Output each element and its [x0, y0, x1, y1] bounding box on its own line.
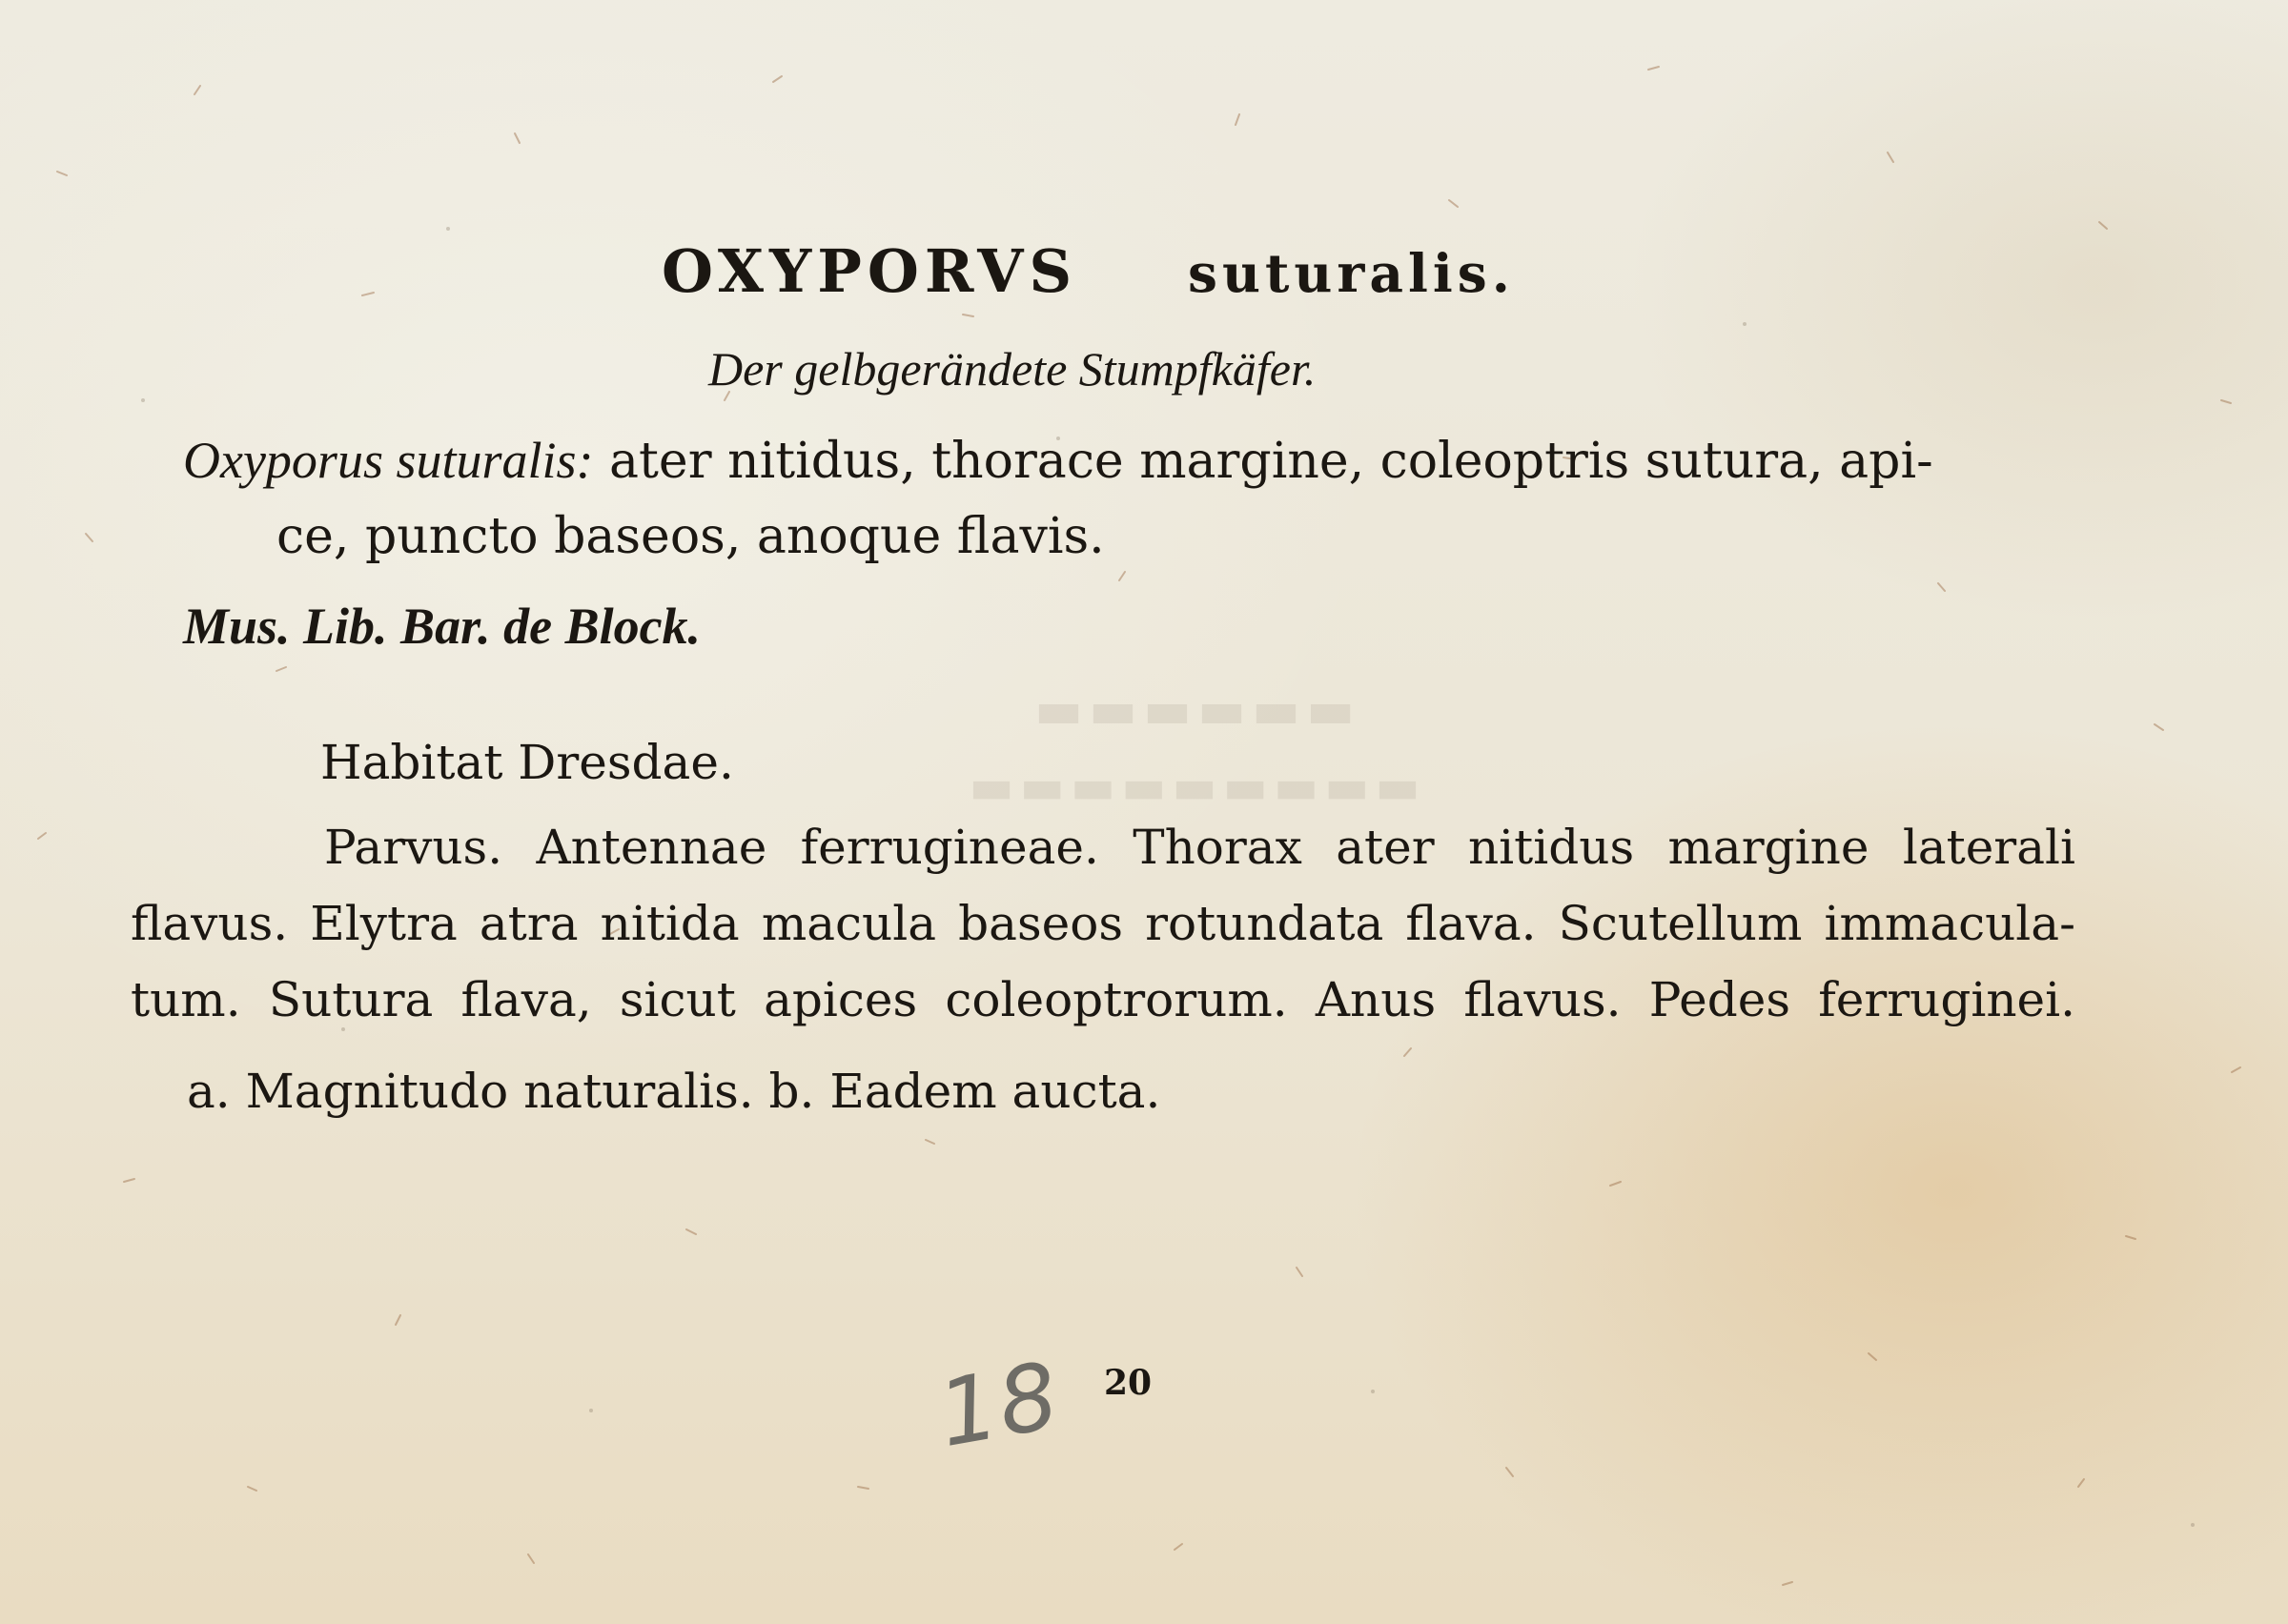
figure-legend: a. Magnitudo naturalis. b. Eadem aucta.: [187, 1064, 1161, 1119]
diagnosis-line-2: ce, puncto baseos, anoque flavis.: [276, 508, 1105, 565]
description-line: tum. Sutura flava, sicut apices coleoptrorum. Anus flavus. Pedes ferruginei.: [131, 972, 2075, 1027]
title-genus: OXYPORVS: [662, 236, 1078, 306]
german-common-name: Der gelbgerändete Stumpfkäfer.: [708, 342, 1317, 396]
handwritten-number: 18: [930, 1341, 1068, 1469]
museum-reference: Mus. Lib. Bar. de Block.: [183, 598, 702, 655]
habitat-line: Habitat Dresdae.: [320, 735, 734, 790]
description-line: flavus. Elytra atra nitida macula baseos rotundata flava. Scutellum immacula-: [131, 896, 2075, 951]
description-line: Parvus. Antennae ferrugineae. Thorax ater nitidus margine laterali: [324, 820, 2075, 875]
page-number: 20: [1104, 1363, 1153, 1403]
diagnosis-text: ater nitidus, thorace margine, coleoptris sutura, api-: [609, 433, 1933, 490]
title-species: suturalis.: [1188, 242, 1515, 304]
show-through-text: ▬▬▬▬▬▬▬▬▬: [963, 758, 1420, 814]
diagnosis-line-1: [183, 432, 1933, 490]
show-through-text: ▬▬▬▬▬▬: [1028, 679, 1356, 740]
species-name: Oxyporus suturalis:: [183, 432, 594, 489]
